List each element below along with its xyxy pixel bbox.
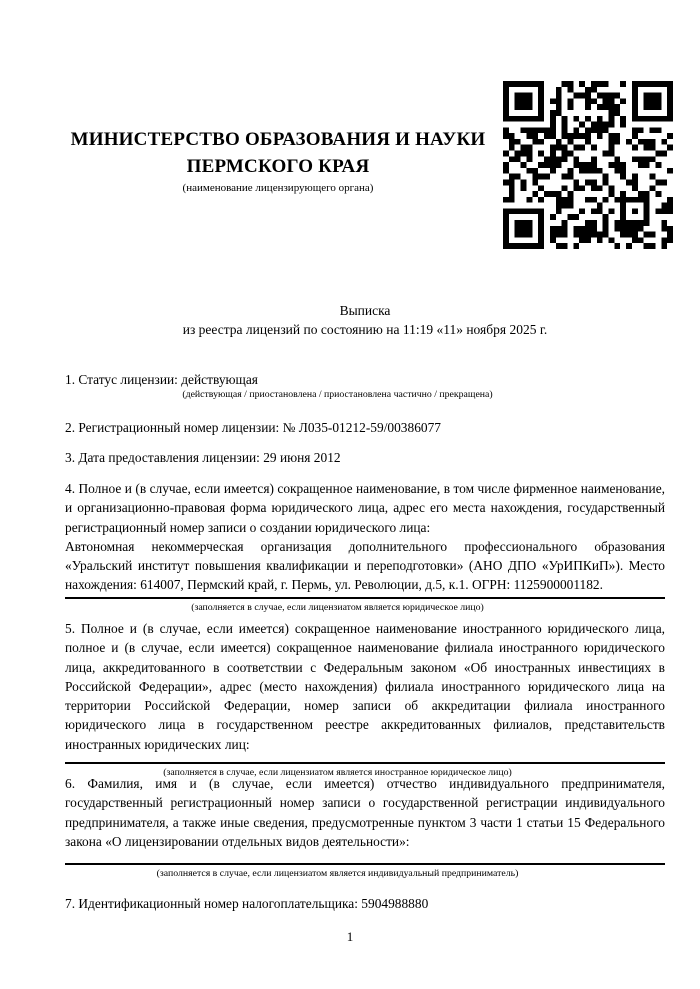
ministry-name-line1: МИНИСТЕРСТВО ОБРАЗОВАНИЯ И НАУКИ (70, 129, 486, 150)
item-license-status-caption: (действующая / приостановлена / приостановлена частично / прекращена) (182, 389, 493, 400)
item-foreign-legal-entity-caption: (заполняется в случае, если лицензиатом является иностранное юридическое лицо) (163, 767, 512, 779)
licensing-authority-header (65, 126, 491, 195)
item-registration-number: 2. Регистрационный номер лицензии: № Л035-01212-59/00386077 (65, 420, 441, 435)
document-title-line2: из реестра лицензий по состоянию на 11:19 «11» ноября 2025 г. (182, 321, 548, 337)
qr-code (503, 81, 673, 249)
fill-line (65, 597, 665, 599)
item-legal-entity-answer: Автономная некоммерческая организация дополнительного профессионального образования «Уральский институт повышения квалификации и переподготовки» (АНО ДПО «УрИПКиП»). Место нахождения: 614007, Пермский край, г. Пермь, ул. Революции, д.5, к.1. ОГРН: 1125900001182. (65, 538, 665, 593)
ministry-name-line2: ПЕРМСКОГО КРАЯ (186, 156, 370, 177)
item-legal-entity-caption: (заполняется в случае, если лицензиатом является юридическое лицо) (191, 601, 484, 613)
item-individual-entrepreneur-question: 6. Фамилия, имя и (в случае, если имеется) отчество индивидуального предпринимателя, государственный регистрационный номер записи о государственной регистрации индивидуального предпринимателя, а также иные сведения, предусмотренные пунктом 3 части 1 статьи 15 Федерального закона «О лицензировании отдельных видов деятельности»: (65, 776, 665, 849)
item-license-grant-date: 3. Дата предоставления лицензии: 29 июня 2012 (65, 450, 341, 465)
fill-line (65, 863, 665, 865)
ministry-name-caption: (наименование лицензирующего органа) (182, 182, 374, 194)
item-foreign-legal-entity (65, 619, 665, 779)
item-legal-entity (65, 479, 665, 614)
item-foreign-legal-entity-question: 5. Полное и (в случае, если имеется) сокращенное наименование иностранного юридического лица, полное и (в случае, если имеется) сокращенное наименование филиала иностранного юридического лица, аккредитованного в соответствии с Федеральным законом «Об иностранных инвестициях в Российской Федерации», адрес (место нахождения) филиала иностранного юридического лица на территории Российской Федерации, номер записи об аккредитации филиала иностранного юридического лица в государственном реестре аккредитованных филиалов, представительств иностранных юридических лиц: (65, 621, 665, 752)
item-legal-entity-question: 4. Полное и (в случае, если имеется) сокращенное наименование, в том числе фирменное наименование, и организационно-правовая форма юридического лица, адрес его места нахождения, государственный регистрационный номер записи о создании юридического лица: (65, 481, 665, 535)
document-title-line1: Выписка (339, 303, 391, 318)
page-number: 1 (346, 929, 354, 944)
item-individual-entrepreneur-caption: (заполняется в случае, если лицензиатом является индивидуальный предприниматель) (156, 868, 519, 880)
item-license-status: 1. Статус лицензии: действующая (65, 372, 258, 387)
fill-line (65, 762, 665, 764)
item-taxpayer-number: 7. Идентификационный номер налогоплательщика: 5904988880 (65, 896, 429, 911)
item-individual-entrepreneur (65, 774, 665, 880)
document-title (65, 302, 665, 339)
